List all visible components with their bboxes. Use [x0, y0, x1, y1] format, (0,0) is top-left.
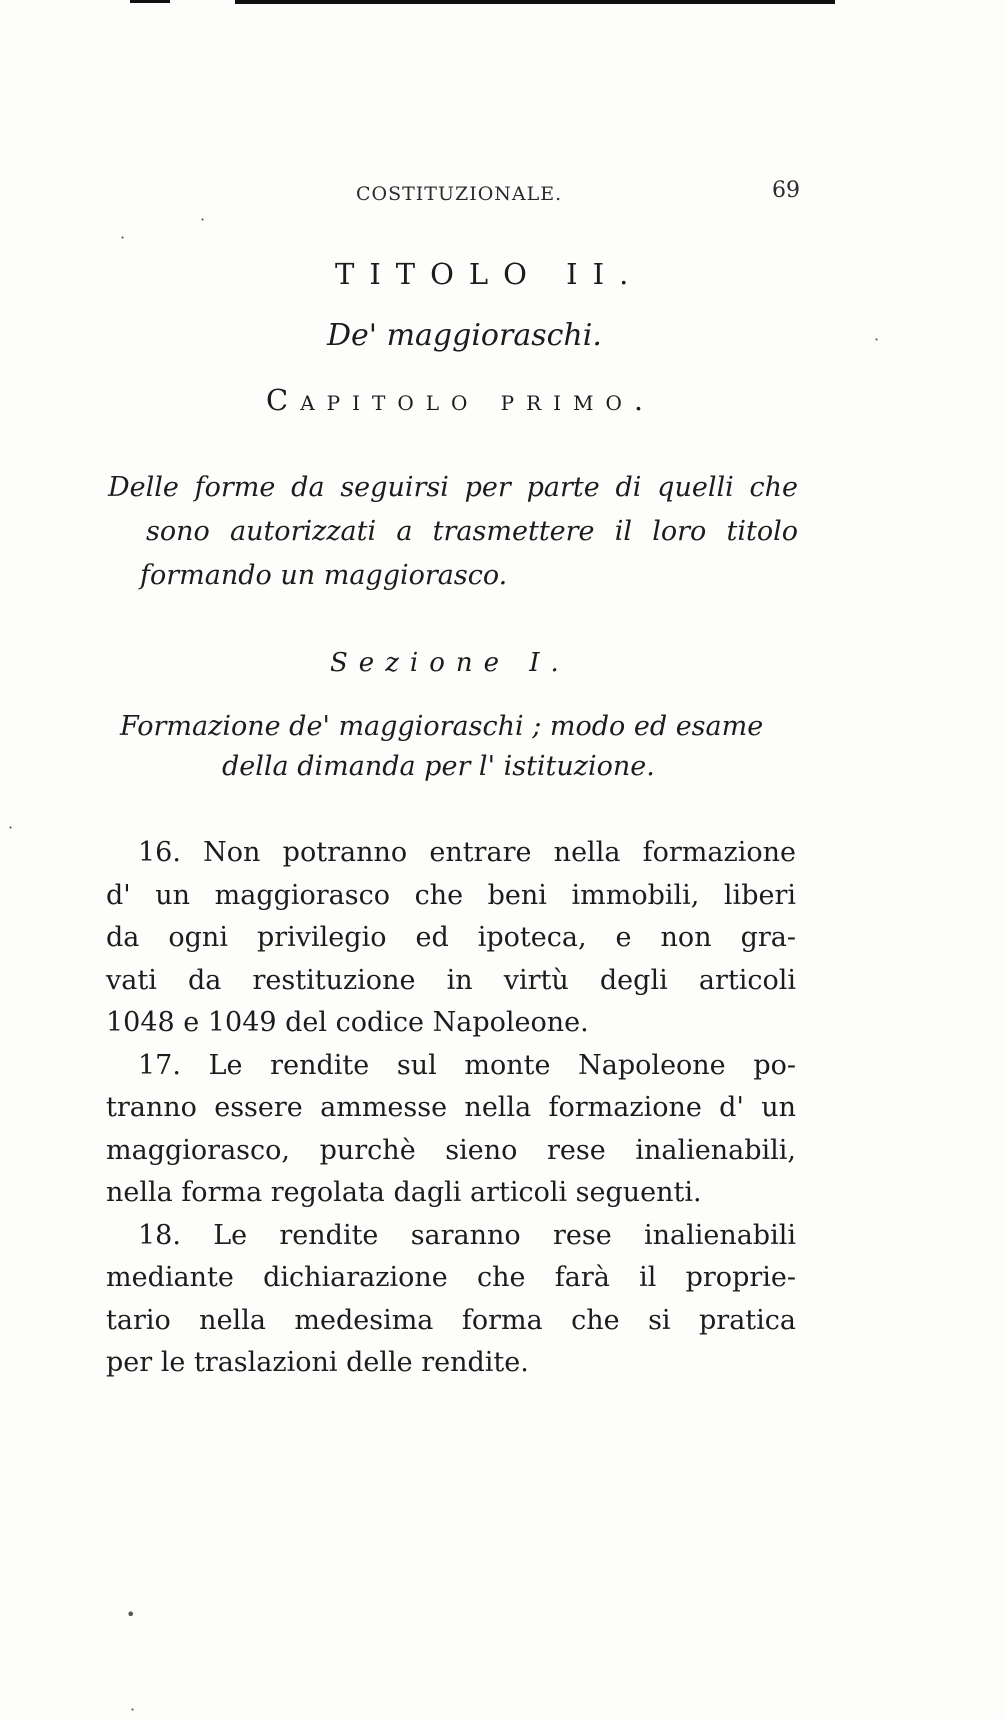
chapter-heading: Capitolo primo.: [266, 383, 656, 417]
section-heading: Sezione I.: [330, 648, 570, 678]
article-17-line: maggiorasco, purchè sieno rese inalienabili,: [106, 1134, 796, 1166]
article-list: [106, 832, 796, 1385]
chapter-description-line: Delle forme da seguirsi per parte di quelli che: [108, 472, 798, 503]
chapter-description-line: sono autorizzati a trasmettere il loro titolo: [146, 516, 798, 547]
bleed-through-mark: ·: [120, 228, 126, 247]
section-description: [120, 707, 800, 787]
bleed-through-mark: ·: [8, 818, 14, 837]
article-16-line: 1048 e 1049 del codice Napoleone.: [106, 1007, 589, 1038]
section-description-line: Formazione de' maggioraschi ; modo ed esame: [120, 711, 764, 742]
article-17-line: tranno essere ammesse nella formazione d' un: [106, 1092, 796, 1123]
article-18-line: tario nella medesima forma che si pratica: [106, 1304, 796, 1336]
bleed-through-mark: •: [126, 1605, 136, 1624]
chapter-description-line: formando un maggiorasco.: [140, 560, 508, 591]
article-18-line: per le traslazioni delle rendite.: [106, 1347, 529, 1378]
article-16-line: 16. Non potranno entrare nella formazione: [138, 837, 796, 868]
title-heading: TITOLO II.: [335, 257, 644, 291]
chapter-description: [108, 466, 798, 598]
section-description-line: della dimanda per l' istituzione.: [222, 751, 655, 782]
article-17-line: 17. Le rendite sul monte Napoleone po-: [138, 1049, 796, 1081]
article-17-line: nella forma regolata dagli articoli seguenti.: [106, 1177, 702, 1208]
title-subject: De' maggioraschi.: [327, 318, 602, 353]
article-16-line: d' un maggiorasco che beni immobili, liberi: [106, 879, 796, 911]
running-head: COSTITUZIONALE.: [356, 183, 563, 205]
bleed-through-mark: ·: [874, 330, 880, 349]
article-18-line: mediante dichiarazione che farà il proprie-: [106, 1262, 796, 1293]
top-edge-rule: [235, 0, 835, 4]
bleed-through-mark: ·: [130, 1700, 136, 1719]
page-number: 69: [772, 178, 800, 203]
article-16-line: da ogni privilegio ed ipoteca, e non gra-: [106, 922, 796, 953]
top-edge-rule: [130, 0, 170, 3]
bleed-through-mark: ·: [200, 210, 206, 229]
article-18-line: 18. Le rendite saranno rese inalienabili: [138, 1219, 796, 1251]
article-16-line: vati da restituzione in virtù degli articoli: [106, 964, 796, 996]
